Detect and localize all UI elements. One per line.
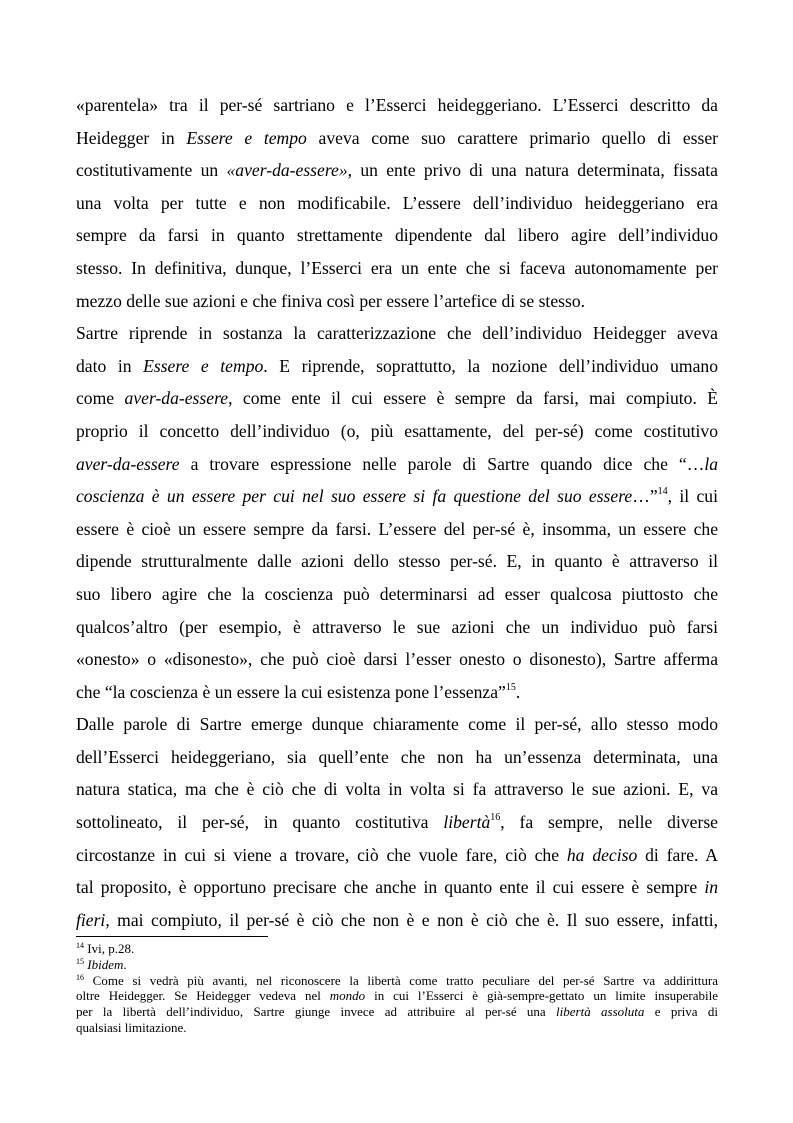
text-line: fieri, mai compiuto, il per-sé è ciò che non è e non è ciò che è. Il suo essere, infatti, [76, 909, 718, 930]
text-line: suo libero agire che la coscienza può determinarsi ad esser qualcosa piuttosto che [76, 583, 718, 604]
text-line: mezzo delle sue azioni e che finiva così per essere l’artefice di se stesso. [76, 290, 586, 311]
text-line: Heidegger in Essere e tempo aveva come suo carattere primario quello di esser [76, 127, 718, 148]
book-title: Essere e tempo [186, 127, 307, 148]
text-line: essere è cioè un essere sempre da farsi. L’essere del per-sé è, insomma, un essere che [76, 518, 718, 539]
text-line: qualcos’altro (per esempio, è attraverso le sue azioni che un individuo può farsi [76, 616, 718, 637]
footnote-16 [76, 973, 718, 1036]
footnote-number: 16 [76, 972, 84, 982]
italic-term: libertà [443, 812, 491, 833]
footnote-divider [76, 936, 268, 937]
quote-italic: coscienza è un essere per cui nel suo essere si fa questione del suo essere [76, 486, 633, 507]
text-line: proprio il concetto dell’individuo (o, più esattamente, del per-sé) come costitutivo [76, 420, 718, 441]
book-title: Essere e tempo [143, 355, 264, 376]
text-line: che “la coscienza è un essere la cui esistenza pone l’essenza”$^{15}$. [76, 681, 521, 702]
quote-italic: la [704, 453, 718, 474]
footnote-ref-15: 15 [505, 681, 516, 693]
text-line: Dalle parole di Sartre emerge dunque chiaramente come il per-sé, allo stesso modo [76, 714, 718, 735]
italic-term: ha deciso [566, 844, 638, 865]
footnote-ref-16: 16 [490, 812, 501, 824]
italic-term: aver-da-essere [76, 453, 180, 474]
text-line: circostanze in cui si viene a trovare, ciò che vuole fare, ciò che ha deciso di fare. A [76, 844, 718, 865]
footnote-line: $^{16}$ Come si vedrà più avanti, nel riconoscere la libertà come tratto peculiare del per-sé Sartre va addirittura [76, 972, 718, 988]
text-line: costitutivamente un «aver-da-essere», un ente privo di una natura determinata, fissata [76, 160, 718, 181]
text-line: dipende strutturalmente dalle azioni dello stesso per-sé. E, in quanto è attraverso il [76, 551, 718, 572]
footnote-line: per la libertà dell’individuo, Sartre giunge invece ad attribuire al per-sé una libertà assoluta e priva di [76, 1004, 718, 1020]
text-line: «onesto» o «disonesto», che può cioè darsi l’esser onesto o disonesto), Sartre afferma [76, 649, 718, 670]
footnote-ref-14: 14 [657, 486, 668, 498]
text-line: Sartre riprende in sostanza la caratterizzazione che dell’individuo Heidegger aveva [76, 323, 718, 344]
text-line: sottolineato, il per-sé, in quanto costitutiva libertà$^{16}$, fa sempre, nelle diverse [76, 812, 718, 833]
footnote-line: qualsiasi limitazione. [76, 1019, 187, 1035]
text-line: dell’Esserci heideggeriano, sia quell’ente che non ha un’essenza determinata, una [76, 746, 718, 767]
footnote-14: $^{14}$ Ivi, p.28. [76, 941, 135, 956]
text-line: «parentela» tra il per-sé sartriano e l’Esserci heideggeriano. L’Esserci descritto da [76, 95, 718, 115]
paragraph-1 [76, 89, 718, 317]
italic-term: «aver-da-essere» [226, 160, 348, 181]
italic-term: fieri [76, 909, 106, 930]
text-line: stesso. In definitiva, dunque, l’Esserci era un ente che si faceva autonomamente per [76, 257, 718, 278]
footnote-number: 14 [76, 941, 84, 950]
text-line: natura statica, ma che è ciò che di volta in volta si fa attraverso le sue azioni. E, va [76, 779, 718, 800]
paragraph-3 [76, 708, 718, 936]
text-line: aver-da-essere a trovare espressione nelle parole di Sartre quando dice che “…la [76, 453, 718, 474]
text-line: tal proposito, è opportuno precisare che anche in quanto ente il cui essere è sempre in [76, 877, 718, 898]
footnotes [76, 936, 718, 1036]
text-line: sempre da farsi in quanto strettamente dipendente dal libero agire dell’individuo [76, 225, 718, 246]
text-line: dato in Essere e tempo. E riprende, soprattutto, la nozione dell’individuo umano [76, 355, 719, 376]
paragraph-2 [76, 317, 718, 708]
text-line: come aver-da-essere, come ente il cui essere è sempre da farsi, mai compiuto. È [76, 388, 719, 409]
italic-term: aver-da-essere [124, 388, 229, 409]
footnote-line: oltre Heidegger. Se Heidegger vedeva nel mondo in cui l’Esserci è già-sempre-gettato un limite insuperabile [76, 988, 718, 1004]
text-line: una volta per tutte e non modificabile. L’essere dell’individuo heideggeriano era [76, 192, 718, 213]
text-line: coscienza è un essere per cui nel suo essere si fa questione del suo essere…”$^{14}$, il cui [76, 486, 718, 507]
footnote-number: 15 [76, 956, 84, 966]
footnote-15: $^{15}$ Ibidem. [76, 956, 127, 972]
main-text [76, 89, 718, 936]
italic-term: in [704, 877, 718, 898]
